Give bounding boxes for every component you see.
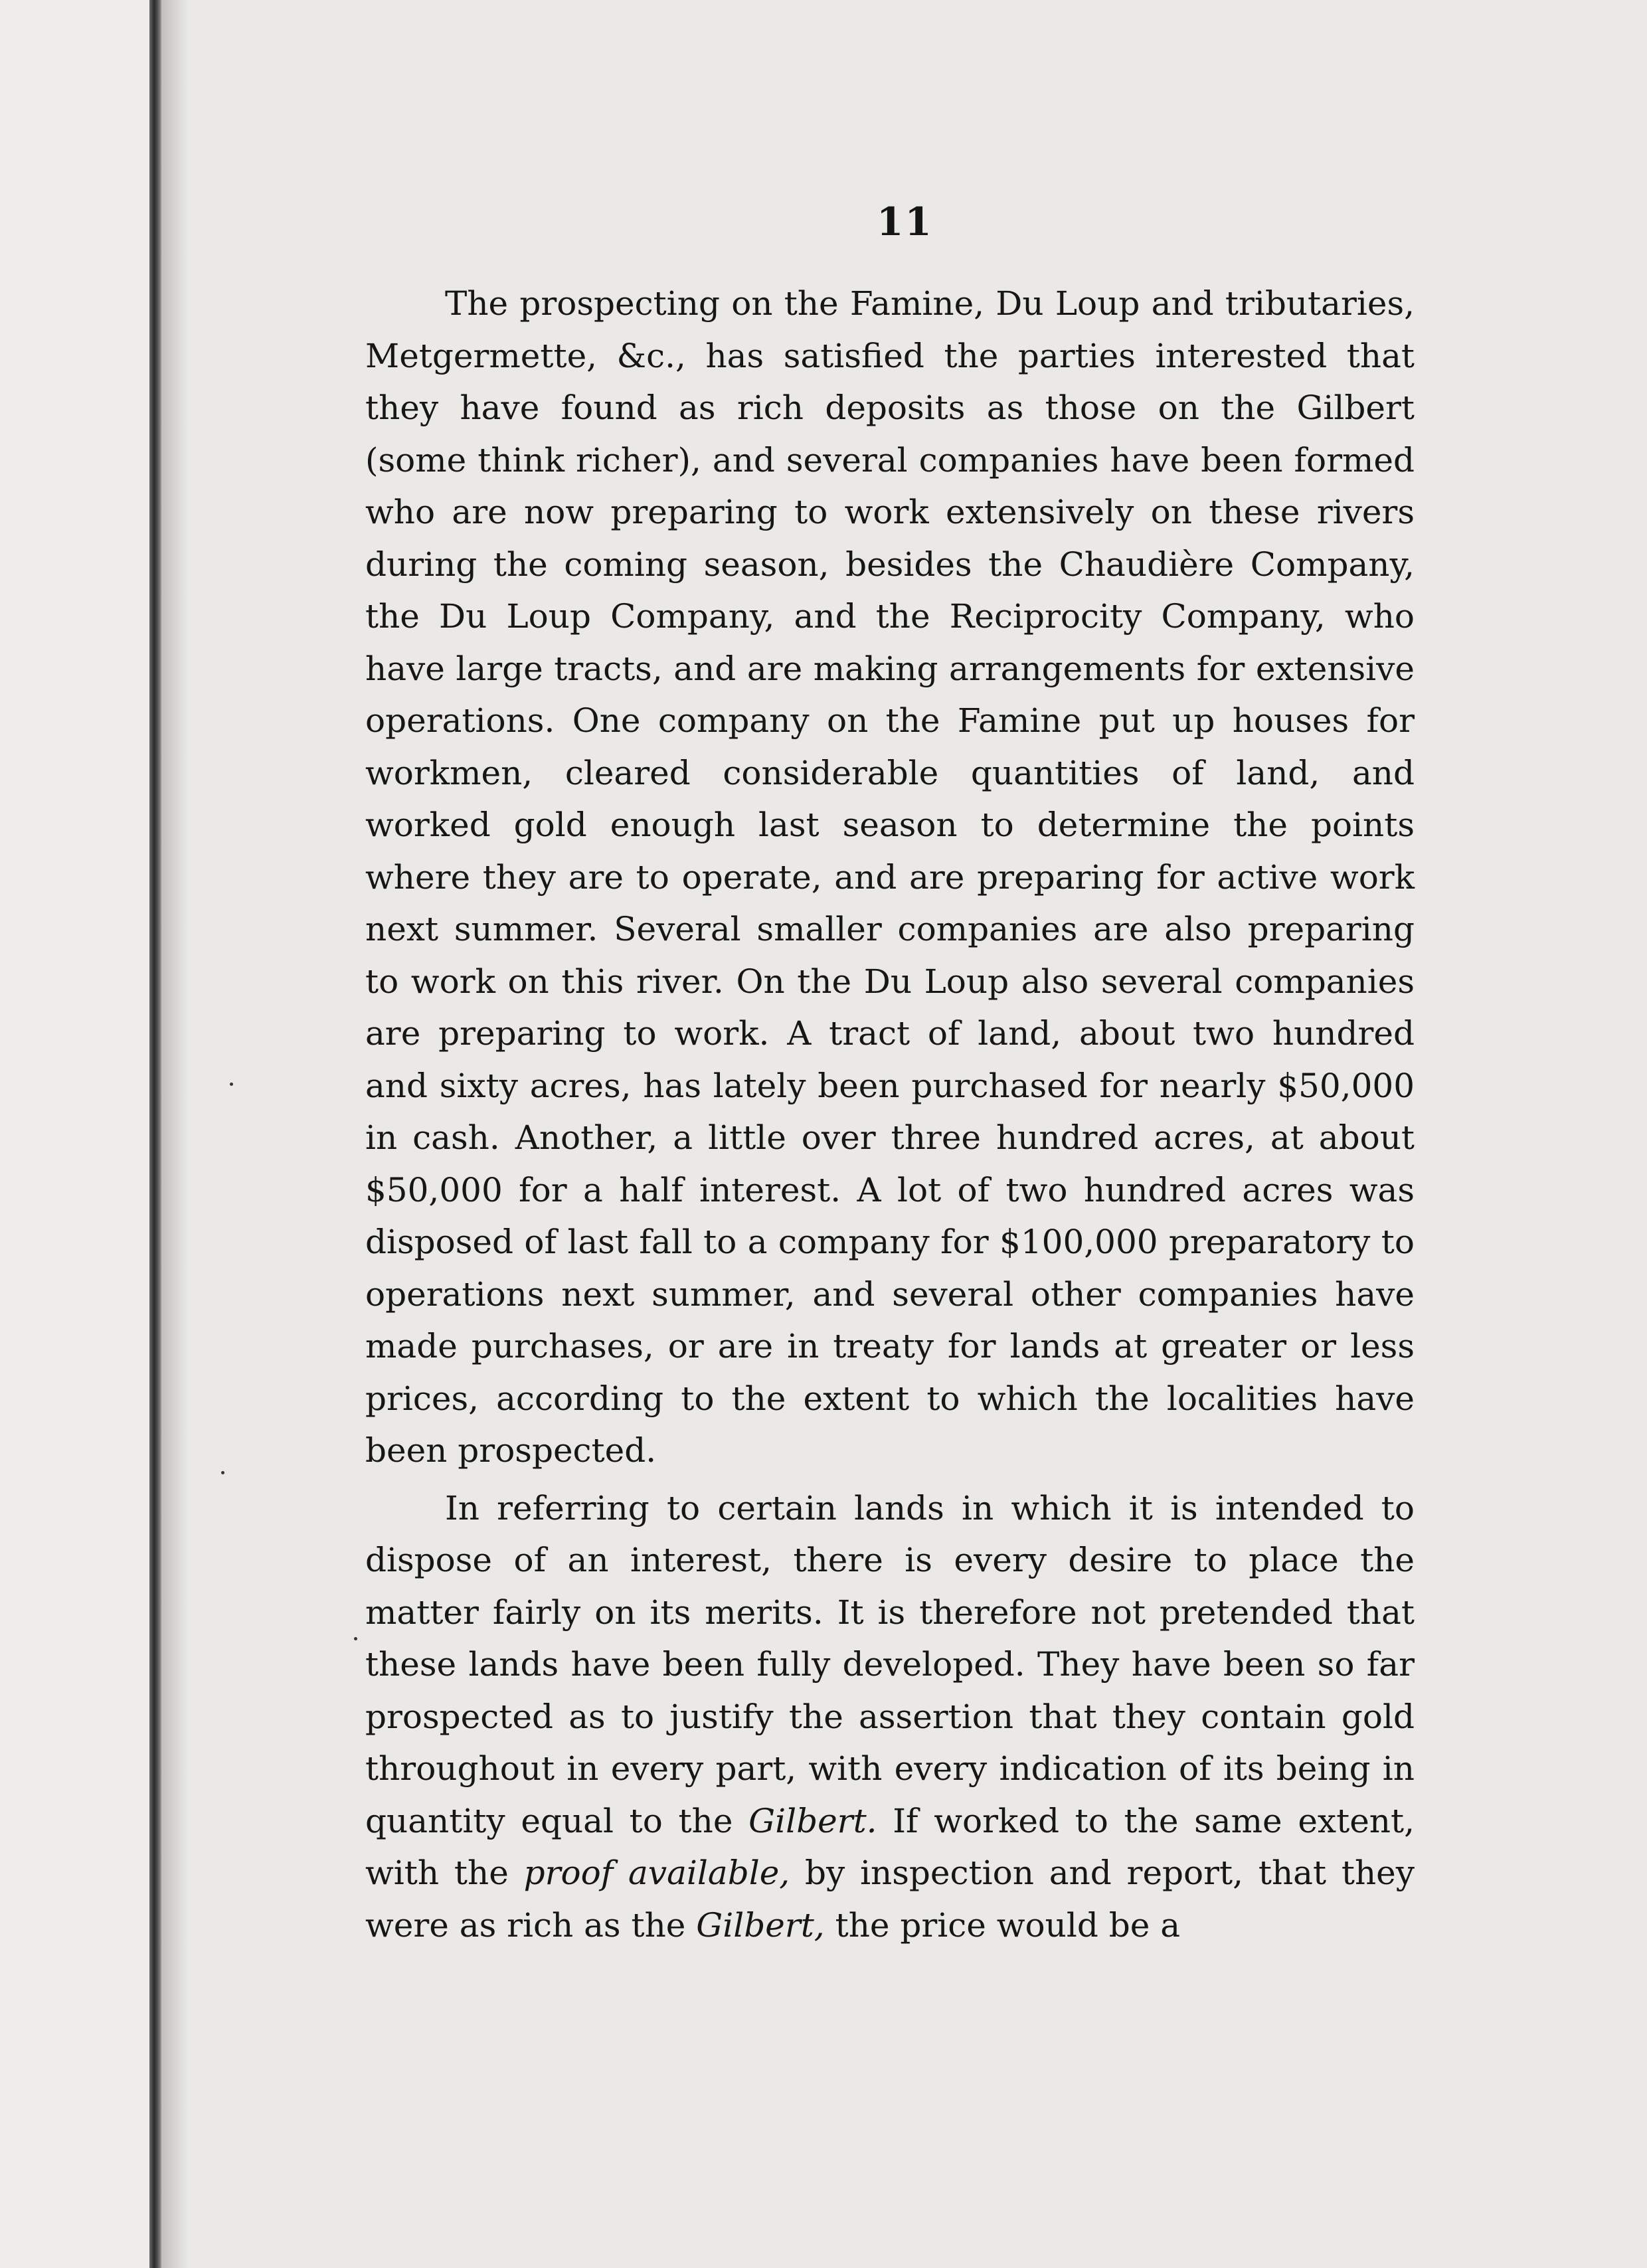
page-number: 11 — [877, 199, 933, 244]
paragraph-2-text-a: In referring to certain lands in which it is intended to dispose of an interest, there is every desire to place the matter fairly on its merits. It is therefore not pretended that these lands have been fully developed. They have been so far prospected as to justify the assertion that they contain gold throughout in every part, with every indication of its being in quantity equal to the — [365, 1488, 1415, 1840]
ink-speck — [354, 1637, 357, 1640]
ink-speck — [221, 1471, 224, 1474]
paragraph-1 — [365, 278, 1415, 1477]
paragraph-2 — [365, 1482, 1415, 1952]
italic-proof-available: proof available, — [523, 1854, 790, 1892]
paragraph-2-text-c: by inspection and report, that they were as rich as the — [365, 1854, 1415, 1945]
body-text — [365, 278, 1415, 1951]
left-page-margin — [0, 0, 149, 2268]
paragraph-2-text-d: the price would be a — [824, 1905, 1181, 1945]
book-spine-edge — [149, 0, 161, 2268]
ink-speck — [230, 1083, 233, 1086]
italic-gilbert-2: Gilbert, — [696, 1905, 825, 1945]
paragraph-2-text-b: If worked to the same extent, with the — [365, 1801, 1415, 1892]
gutter-shadow — [161, 0, 188, 2268]
paragraph-1-text: The prospecting on the Famine, Du Loup and tributaries, Metgermette, &c., has satisfied the parties interested that they have found as rich deposits as those on the Gilbert (some think richer), and several companies have been formed who are now preparing to work extensively on these rivers during the coming season, besides the Chaudière Company, the Du Loup Company, and the Reciprocity Company, who have large tracts, and are making arrangements for extensive operations. One company on the Famine put up houses for workmen, cleared considerable quantities of land, and worked gold enough last season to determine the points where they are to operate, and are preparing for active work next summer. Several smaller companies are also preparing to work on this river. On the Du Loup also several companies are preparing to work. A tract of land, about two hundred and sixty acres, has lately been purchased for nearly $50,000 in cash. Another, a little over three hundred acres, at about $50,000 for a half interest. A lot of two hundred acres was disposed of last fall to a company for $100,000 preparatory to operations next summer, and several other companies have made purchases, or are in treaty for lands at greater or less prices, according to the extent to which the localities have been prospected. — [365, 284, 1415, 1470]
italic-gilbert-1: Gilbert. — [748, 1801, 877, 1840]
